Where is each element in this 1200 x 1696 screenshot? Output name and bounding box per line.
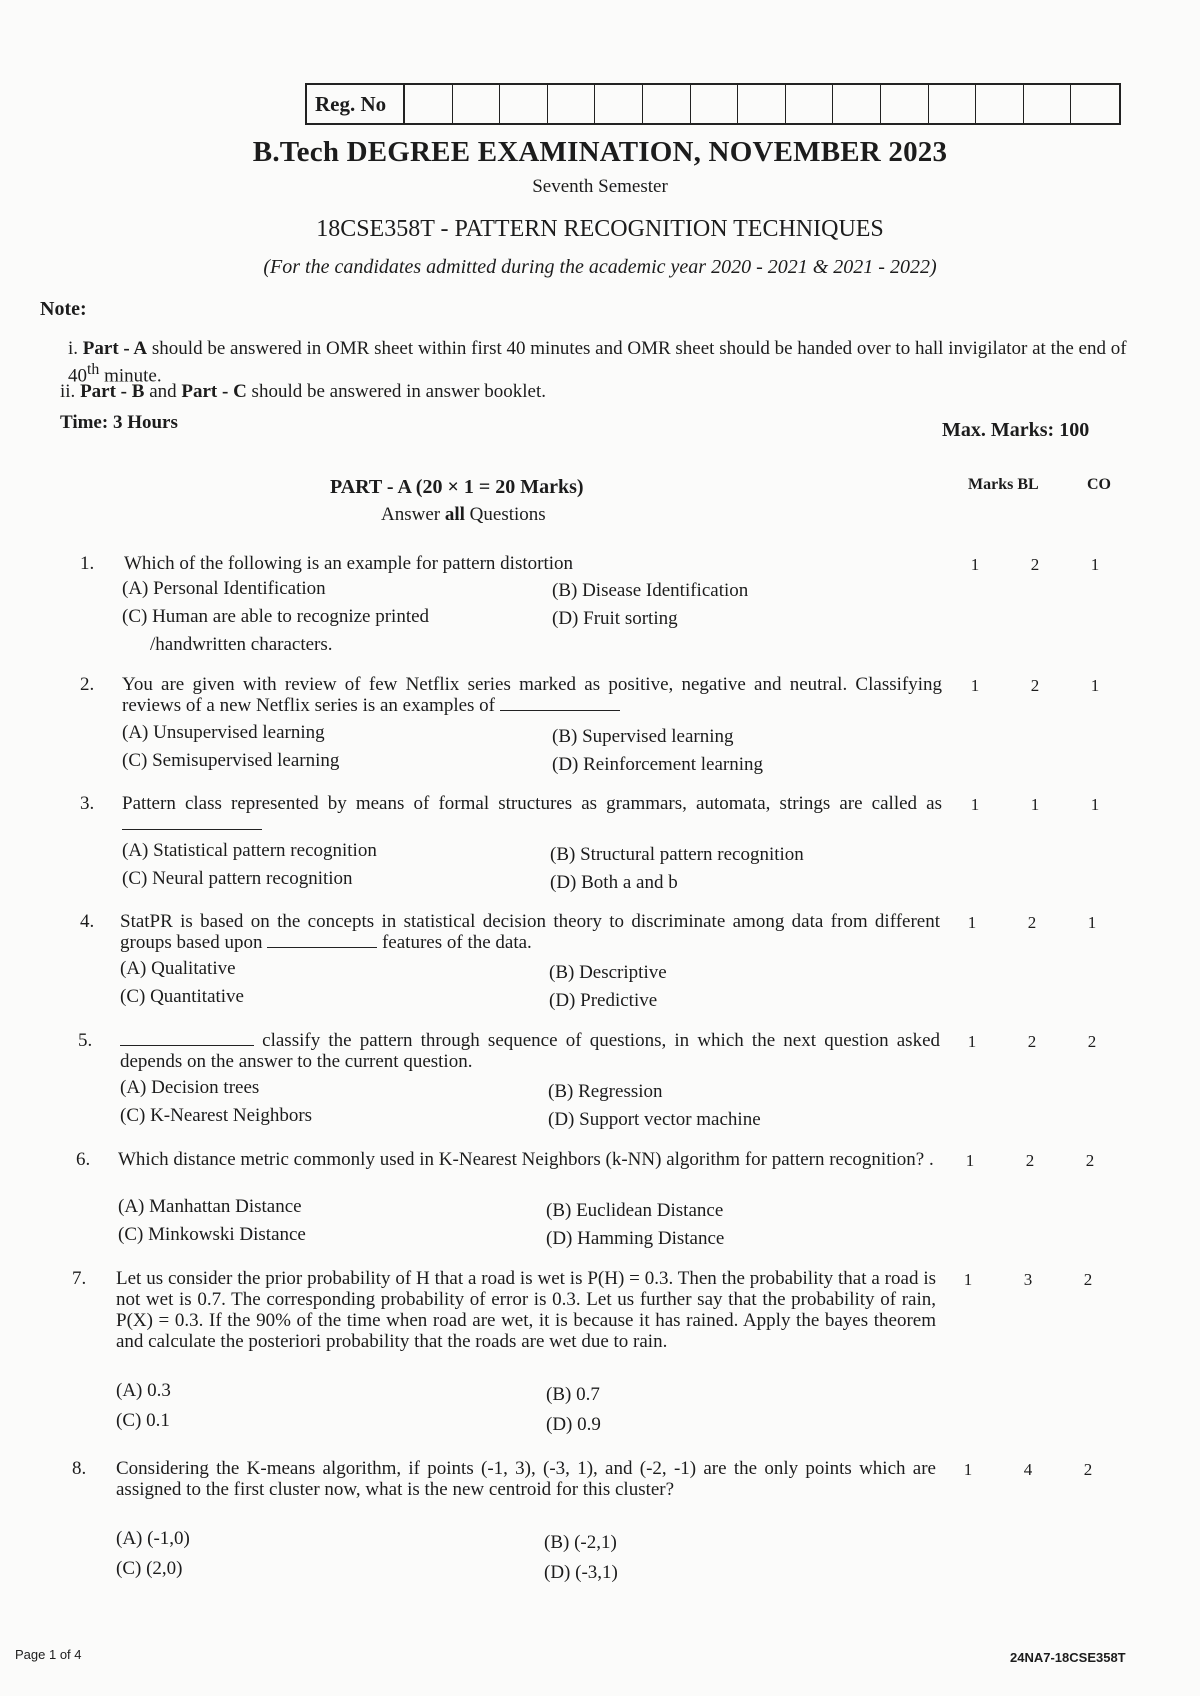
option-b: (B) Descriptive (549, 962, 667, 983)
question-bl: 2 (1030, 676, 1040, 695)
option-c: (C) Minkowski Distance (118, 1224, 306, 1245)
question-number: 8. (72, 1458, 87, 1479)
reg-no-cell (453, 85, 501, 123)
question-number: 1. (80, 553, 95, 574)
option-d: (D) Fruit sorting (552, 608, 678, 629)
question-bl: 2 (1030, 555, 1040, 574)
question-marks: 1 (963, 1270, 973, 1289)
question-co: 1 (1087, 913, 1097, 932)
option-b: (B) Structural pattern recognition (550, 844, 804, 865)
question-number: 5. (78, 1030, 93, 1051)
question-marks: 1 (967, 913, 977, 932)
reg-no-cell (881, 85, 929, 123)
answer-blank (120, 1031, 254, 1046)
option-d: (D) Both a and b (550, 872, 678, 893)
option-b: (B) (-2,1) (544, 1532, 617, 1553)
question-co: 1 (1090, 795, 1100, 814)
option-d: (D) 0.9 (546, 1414, 601, 1435)
note-2-part-b: Part - B (80, 381, 145, 402)
question-number: 7. (72, 1268, 87, 1289)
question-text: Let us consider the prior probability of H that a road is wet is P(H) = 0.3. Then the probability that a road is not wet is 0.7. The corresponding probability of error is 0.3. Let us further say that the probability of rain, P(X) = 0.3. If the 90% of the time when road are wet, it is because it has rained. Apply the bayes theorem and calculate the posteriori probability that the roads are wet due to rain. (116, 1268, 936, 1352)
option-a: (A) Personal Identification (122, 578, 326, 599)
reg-no-cell (500, 85, 548, 123)
question-text (122, 674, 942, 716)
note-1-text: should be answered in OMR sheet within first 40 minutes and OMR sheet should be handed over to hall invigilator at the end of 40 (68, 338, 1127, 387)
question-marks: 1 (970, 676, 980, 695)
reg-no-cell (976, 85, 1024, 123)
semester: Seventh Semester (532, 176, 668, 197)
question-text (120, 1030, 940, 1072)
max-marks: Max. Marks: 100 (942, 419, 1090, 441)
note-2-part-c: Part - C (181, 381, 247, 402)
note-2-and: and (144, 381, 182, 402)
answer-blank (122, 815, 262, 830)
question-co: 2 (1085, 1151, 1095, 1170)
option-a: (A) Decision trees (120, 1077, 260, 1098)
question-text: Which of the following is an example for pattern distortion (124, 553, 574, 574)
reg-no-cell (643, 85, 691, 123)
question-co: 2 (1083, 1270, 1093, 1289)
question-co: 1 (1090, 555, 1100, 574)
option-b: (B) Euclidean Distance (546, 1200, 724, 1221)
question-text: Which distance metric commonly used in K-Nearest Neighbors (k-NN) algorithm for pattern recognition? . (118, 1149, 934, 1170)
question-marks: 1 (965, 1151, 975, 1170)
reg-no-label: Reg. No (307, 85, 405, 123)
instr-b: Questions (464, 504, 546, 525)
option-c: (C) (2,0) (116, 1558, 183, 1579)
question-text-b: classify the pattern through sequence of questions, in which the next question asked depends on the answer to the current question. (120, 1030, 940, 1072)
note-line-1 (68, 338, 1128, 386)
exam-title: B.Tech DEGREE EXAMINATION, NOVEMBER 2023 (252, 136, 948, 168)
reg-no-cell (833, 85, 881, 123)
reg-no-cell (595, 85, 643, 123)
option-d: (D) Hamming Distance (546, 1228, 725, 1249)
exam-time: Time: 3 Hours (60, 412, 178, 433)
option-c: (C) Human are able to recognize printed (122, 606, 430, 627)
reg-no-cell (786, 85, 834, 123)
question-number: 2. (80, 674, 95, 695)
option-c: (C) Neural pattern recognition (122, 868, 353, 889)
reg-no-cell (548, 85, 596, 123)
note-line-2 (60, 381, 546, 402)
question-bl: 2 (1027, 1032, 1037, 1051)
option-a: (A) Unsupervised learning (122, 722, 325, 743)
question-text: Considering the K-means algorithm, if points (-1, 3), (-3, 1), and (-2, -1) are the only points which are assigned to the first cluster now, what is the new centroid for this cluster? (116, 1458, 936, 1500)
question-text-a: You are given with review of few Netflix series marked as positive, negative and neutral. Classifying reviews of a new Netflix series is an examples of (122, 674, 942, 716)
note-1-sup: th (87, 361, 100, 378)
option-d: (D) Reinforcement learning (552, 754, 764, 775)
option-c: (C) 0.1 (116, 1410, 170, 1431)
question-text-b: features of the data. (377, 932, 532, 953)
page-number: Page 1 of 4 (15, 1647, 82, 1662)
question-marks: 1 (967, 1032, 977, 1051)
option-d: (D) Support vector machine (548, 1109, 761, 1130)
answer-blank (267, 933, 377, 948)
column-header-co: CO (1087, 476, 1111, 493)
question-bl: 1 (1030, 795, 1040, 814)
question-text (120, 911, 940, 953)
option-c: (C) K-Nearest Neighbors (120, 1105, 313, 1126)
question-marks: 1 (970, 795, 980, 814)
option-d: (D) (-3,1) (544, 1562, 618, 1583)
question-marks: 1 (970, 555, 980, 574)
option-b: (B) Regression (548, 1081, 663, 1102)
option-c: (C) Quantitative (120, 986, 244, 1007)
reg-no-cell (929, 85, 977, 123)
option-b: (B) 0.7 (546, 1384, 600, 1405)
question-text-a: Pattern class represented by means of formal structures as grammars, automata, strings are called as (122, 793, 942, 814)
paper-code: 24NA7-18CSE358T (1010, 1650, 1126, 1665)
instr-a: Answer (381, 504, 445, 525)
note-1-prefix: i. (68, 338, 83, 359)
option-a: (A) Manhattan Distance (118, 1196, 302, 1217)
question-bl: 3 (1023, 1270, 1033, 1289)
question-bl: 2 (1027, 913, 1037, 932)
reg-no-cell (1071, 85, 1119, 123)
question-bl: 4 (1023, 1460, 1033, 1479)
reg-no-cell (405, 85, 453, 123)
option-a: (A) Statistical pattern recognition (122, 840, 377, 861)
note-2-text: should be answered in answer booklet. (246, 381, 546, 402)
question-marks: 1 (963, 1460, 973, 1479)
course-title: 18CSE358T - PATTERN RECOGNITION TECHNIQUES (316, 216, 884, 242)
question-number: 4. (80, 911, 95, 932)
question-bl: 2 (1025, 1151, 1035, 1170)
option-a: (A) (-1,0) (116, 1528, 190, 1549)
reg-no-cell (738, 85, 786, 123)
option-a: (A) Qualitative (120, 958, 236, 979)
reg-no-cell (1024, 85, 1072, 123)
option-c: (C) Semisupervised learning (122, 750, 340, 771)
option-b: (B) Disease Identification (552, 580, 749, 601)
note-label: Note: (40, 298, 87, 320)
question-co: 1 (1090, 676, 1100, 695)
question-number: 3. (80, 793, 95, 814)
option-a: (A) 0.3 (116, 1380, 171, 1401)
reg-no-cell (691, 85, 739, 123)
answer-blank (500, 696, 620, 711)
part-a-instruction (381, 504, 546, 526)
note-2-prefix: ii. (60, 381, 81, 402)
note-1-end: minute. (99, 365, 162, 387)
reg-no-box (305, 83, 1121, 125)
note-1-part-a: Part - A (82, 338, 148, 359)
question-co: 2 (1087, 1032, 1097, 1051)
option-b: (B) Supervised learning (552, 726, 734, 747)
question-text-a: StatPR is based on the concepts in statistical decision theory to discriminate among data from different groups based upon (120, 911, 940, 953)
question-text (122, 793, 942, 835)
question-number: 6. (76, 1149, 91, 1170)
instr-all: all (444, 504, 465, 525)
question-co: 2 (1083, 1460, 1093, 1479)
column-header-marks-bl: Marks BL (968, 476, 1039, 493)
option-c-cont: /handwritten characters. (150, 634, 333, 655)
admitted-note: (For the candidates admitted during the academic year 2020 - 2021 & 2021 - 2022) (263, 256, 937, 278)
part-a-heading: PART - A (20 × 1 = 20 Marks) (330, 476, 584, 498)
option-d: (D) Predictive (549, 990, 658, 1011)
